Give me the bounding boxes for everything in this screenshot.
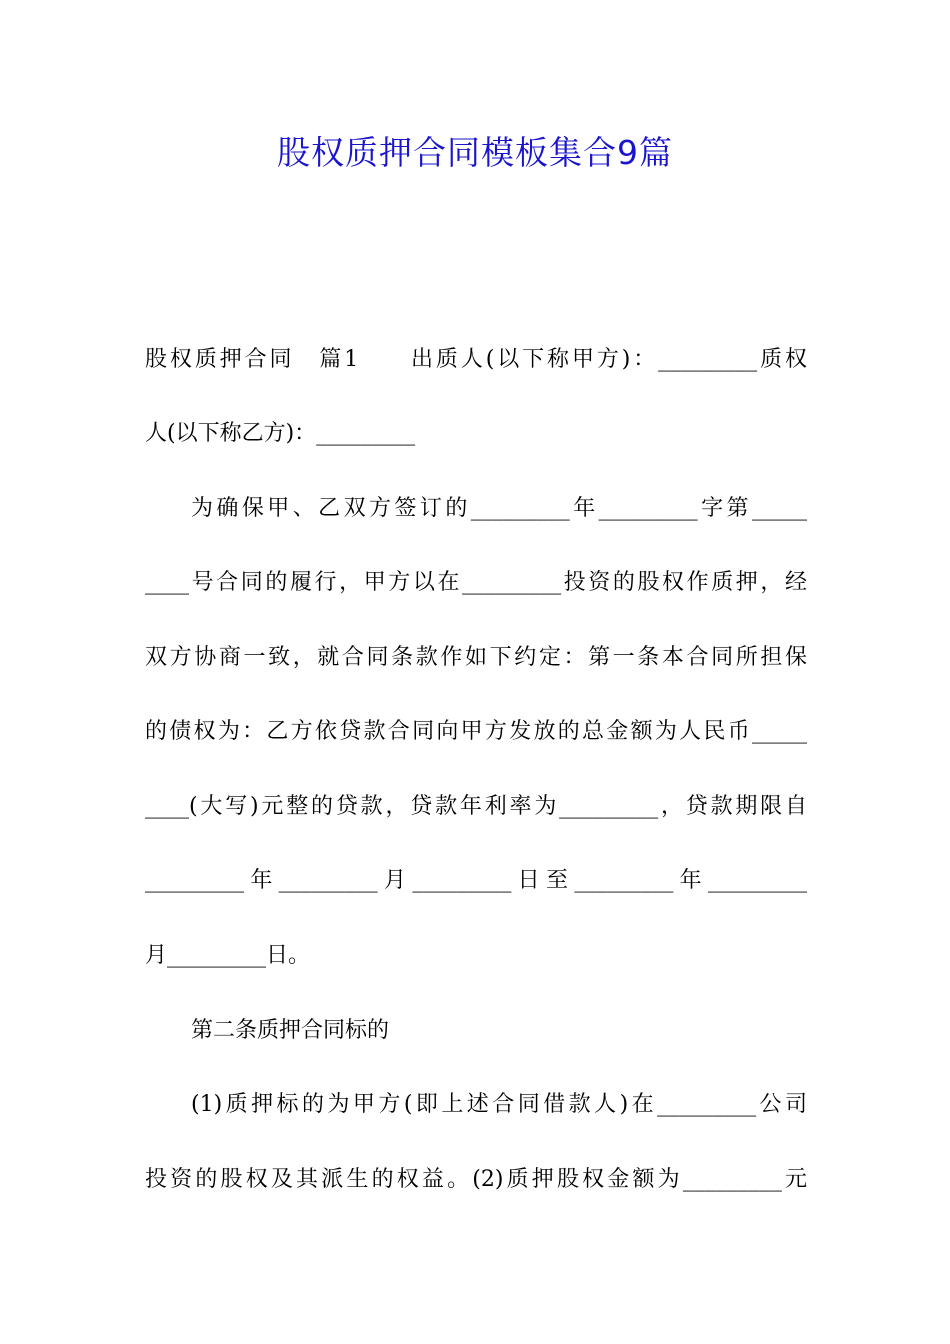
paragraph-line: 月_________日。 bbox=[145, 943, 311, 968]
paragraph-line: 双方协商一致，就合同条款作如下约定：第一条本合同所担保 bbox=[145, 645, 807, 670]
paragraph-line: 投资的股权及其派生的权益。(2)质押股权金额为_________元 bbox=[145, 1167, 807, 1192]
paragraph-line: 的债权为：乙方依贷款合同向甲方发放的总金额为人民币_____ bbox=[145, 719, 807, 744]
document-title: 股权质押合同模板集合9篇 bbox=[277, 133, 673, 172]
section-heading: 第二条质押合同标的 bbox=[191, 1018, 390, 1043]
paragraph-line: 为确保甲、乙双方签订的_________年_________字第_____ bbox=[191, 496, 807, 521]
paragraph-line: ____(大写)元整的贷款，贷款年利率为_________，贷款期限自 bbox=[145, 794, 807, 819]
paragraph-line: 股权质押合同 篇1 出质人(以下称甲方)：_________质权 bbox=[145, 347, 807, 372]
paragraph-line: (1)质押标的为甲方(即上述合同借款人)在_________公司 bbox=[191, 1092, 807, 1117]
paragraph-line: 人(以下称乙方)：_________ bbox=[145, 421, 416, 446]
paragraph-line: ____号合同的履行，甲方以在_________投资的股权作质押，经 bbox=[145, 570, 807, 595]
paragraph-line: _________年_________月_________日至_________年_________ bbox=[145, 868, 807, 893]
